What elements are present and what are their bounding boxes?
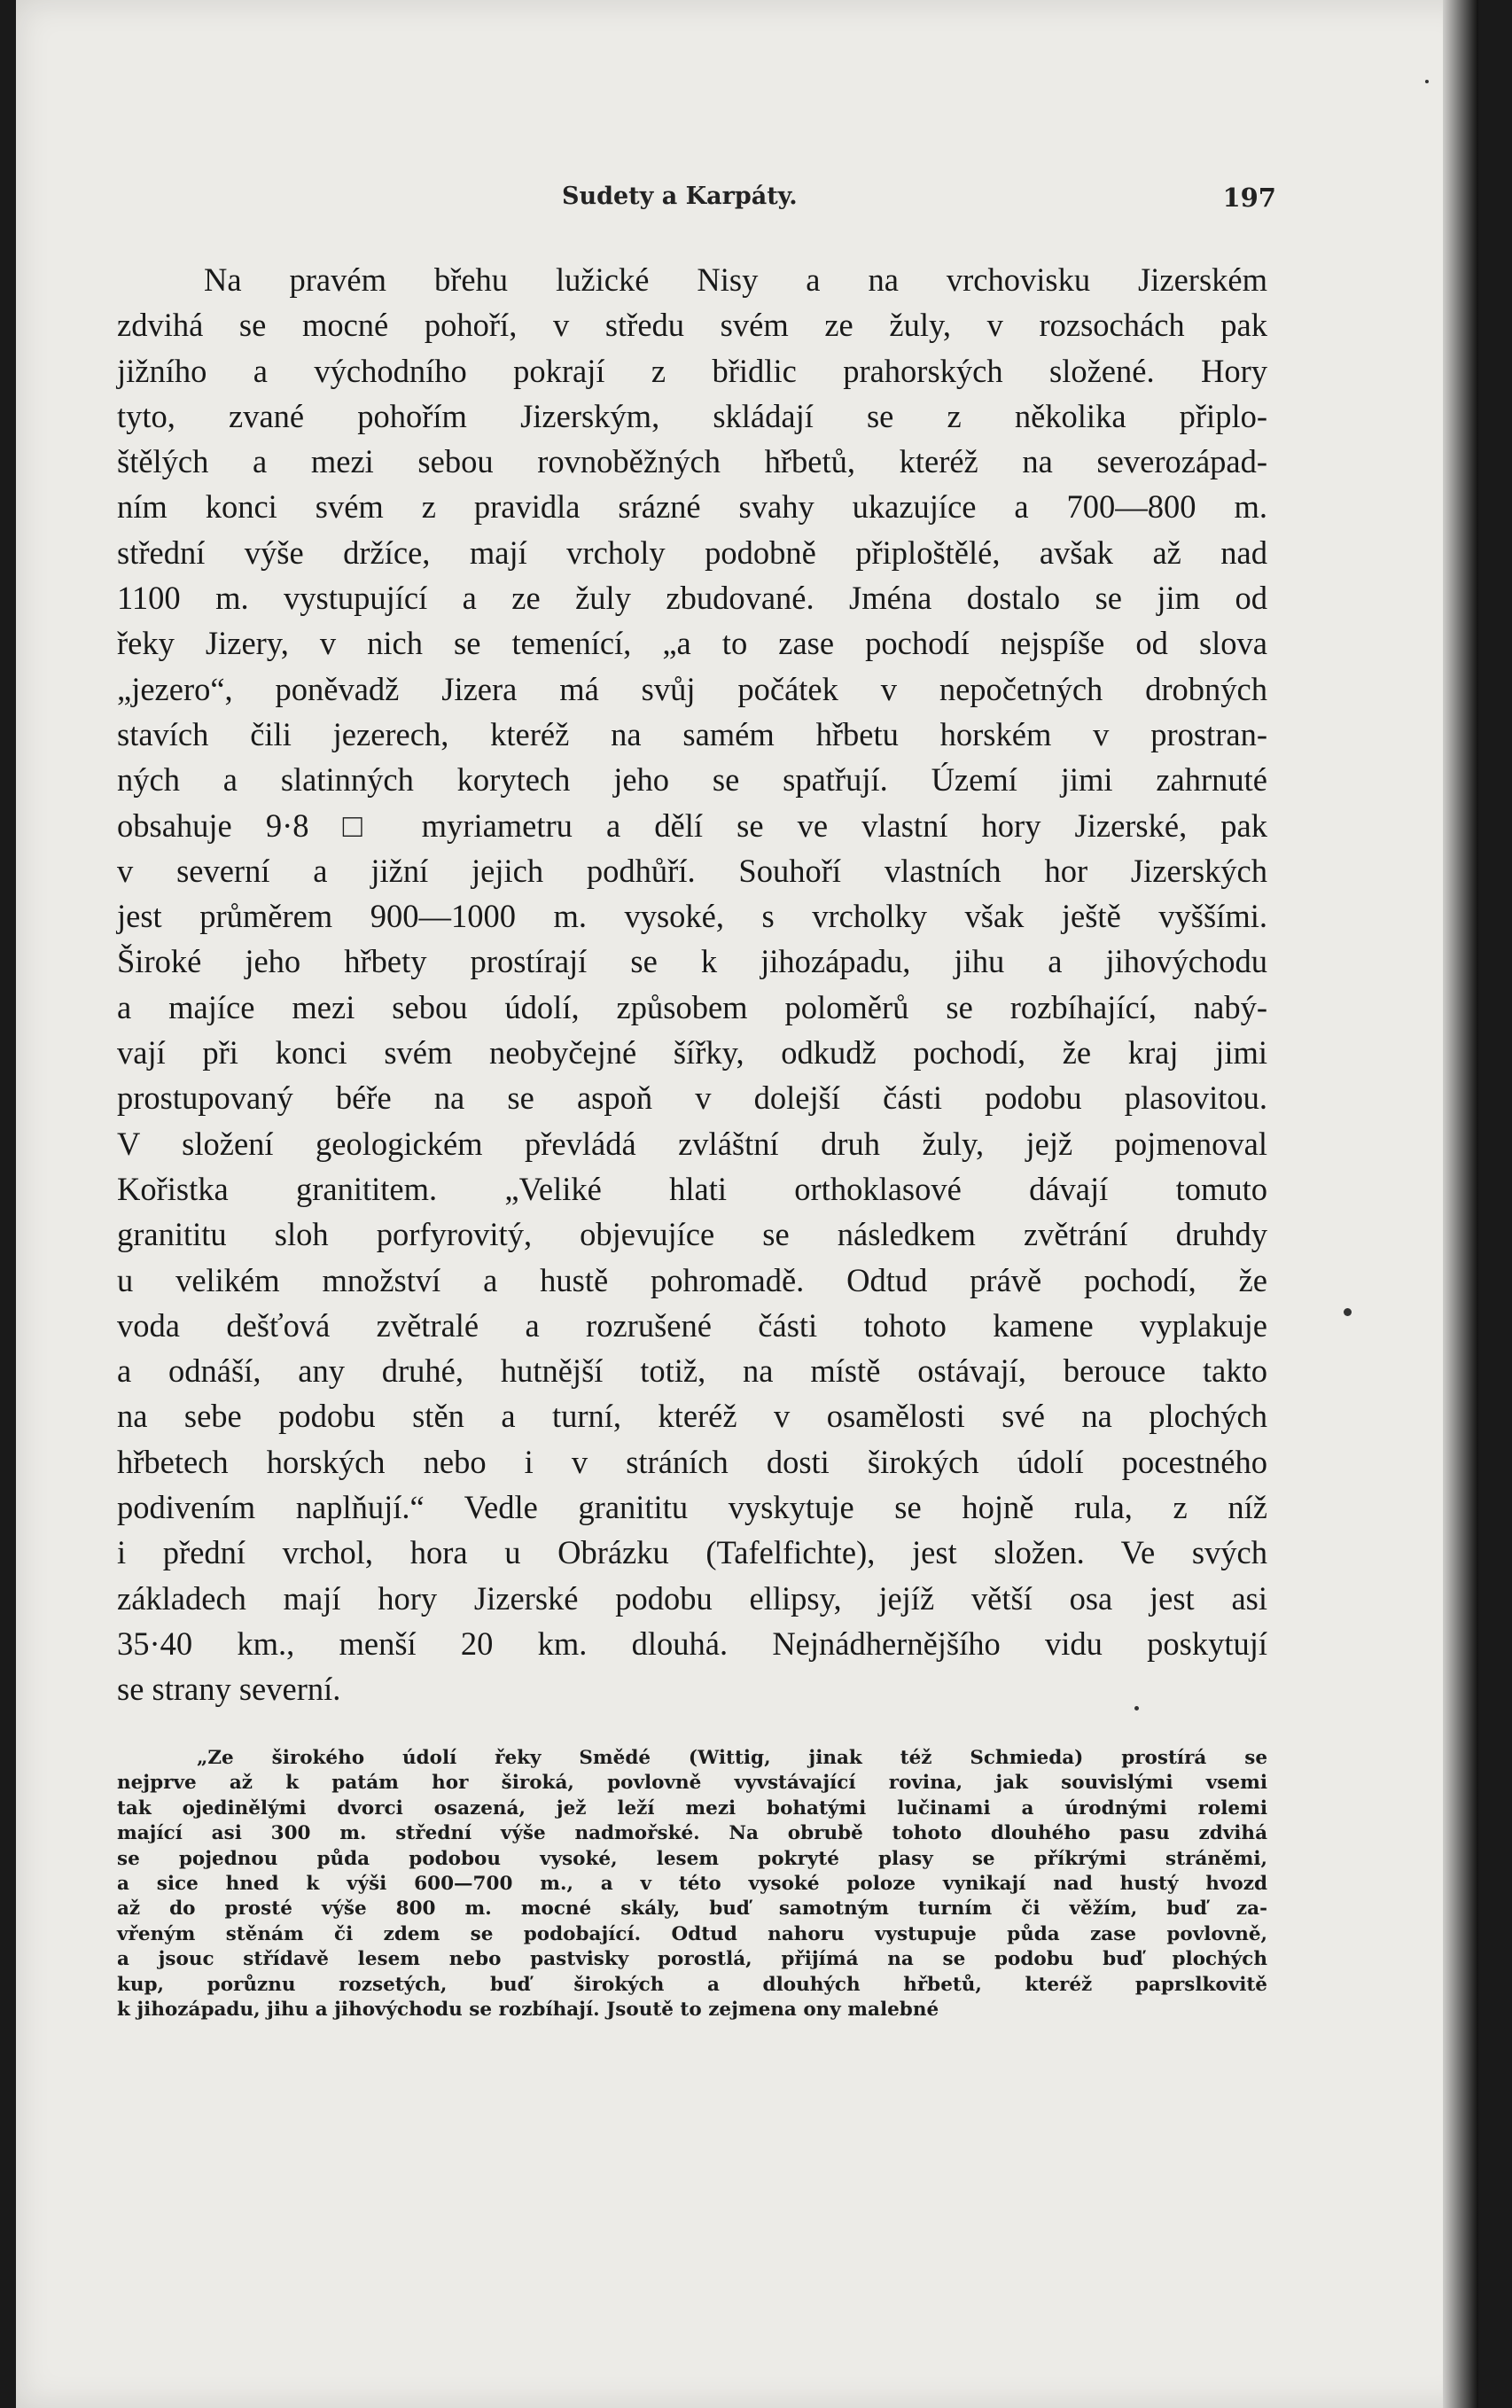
text-line: ním konci svém z pravidla srázné svahy ukazujíce a 700—800 m. (117, 488, 1267, 526)
text-line: základech mají hory Jizerské podobu ellipsy, jejíž větší osa jest asi (117, 1579, 1267, 1617)
text-line: u velikém množství a hustě pohromadě. Odtud právě pochodí, že (117, 1261, 1267, 1298)
text-line: střední výše držíce, mají vrcholy podobně připloštělé, avšak až nad (117, 534, 1267, 571)
text-line: hřbetech horských nebo i v stráních dosti širokých údolí pocestného (117, 1443, 1267, 1480)
footnote-line: a sice hned k výši 600—700 m., a v této vysoké poloze vynikají nad hustý hvozd (117, 1872, 1267, 1895)
footnote-line: se pojednou půda podobou vysoké, lesem pokryté plasy se příkrými stráněmi, (117, 1847, 1267, 1870)
text-line: a odnáší, any druhé, hutnější totiž, na místě ostávají, berouce takto (117, 1352, 1267, 1390)
text-line: podivením naplňují.“ Vedle granititu vyskytuje se hojně rula, z níž (117, 1489, 1267, 1526)
footnote-line: vřeným stěnám či zdem se podobající. Odtud nahoru vystupuje půda zase povlovně, (117, 1922, 1267, 1945)
scan-speck (1425, 80, 1429, 83)
page-edge-shadow (1443, 0, 1478, 2408)
page-header (562, 175, 1276, 218)
footnote-line: kup, porůznu rozsetých, buď širokých a dlouhých hřbetů, kteréž paprslkovitě (117, 1973, 1267, 1996)
running-head: Sudety a Karpáty. (562, 183, 798, 210)
text-line: tyto, zvané pohořím Jizerským, skládají se z několika připlo- (117, 397, 1267, 434)
text-line: a majíce mezi sebou údolí, způsobem poloměrů se rozbíhající, nabý- (117, 988, 1267, 1025)
text-line: ných a slatinných korytech jeho se spatřují. Území jimi zahrnuté (117, 761, 1267, 799)
text-line: vají při konci svém neobyčejné šířky, odkudž pochodí, že kraj jimi (117, 1034, 1267, 1072)
scan-speck (1344, 1308, 1352, 1316)
text-line: jest průměrem 900—1000 m. vysoké, s vrcholky však ještě vyššími. (117, 898, 1267, 935)
footnote-line: mající asi 300 m. střední výše nadmořské. Na obrubě tohoto dlouhého pasu zdvihá (117, 1822, 1267, 1845)
text-line: 35·40 km., menší 20 km. dlouhá. Nejnádhernějšího vidu poskytují (117, 1625, 1267, 1662)
text-line: Na pravém břehu lužické Nisy a na vrchovisku Jizerském (204, 261, 1267, 298)
text-line: obsahuje 9·8 □ myriametru a dělí se ve vlastní hory Jizerské, pak (117, 807, 1267, 844)
footnote-line: k jihozápadu, jihu a jihovýchodu se rozbíhají. Jsoutě to zejmena ony malebné (117, 1998, 939, 2021)
text-line: jižního a východního pokrají z břidlic prahorských složené. Hory (117, 352, 1267, 389)
text-line: voda dešťová zvětralé a rozrušené části tohoto kamene vyplakuje (117, 1306, 1267, 1344)
text-line: v severní a jižní jejich podhůří. Souhoří vlastních hor Jizerských (117, 852, 1267, 889)
text-line: zdvihá se mocné pohoří, v středu svém ze žuly, v rozsochách pak (117, 307, 1267, 344)
text-line: granititu sloh porfyrovitý, objevujíce se následkem zvětrání druhdy (117, 1216, 1267, 1253)
footnote-line: tak ojedinělými dvorci osazená, jež leží mezi bohatými lučinami a úrodnými rolemi (117, 1796, 1267, 1820)
page-number: 197 (1222, 183, 1276, 213)
text-line: V složení geologickém převládá zvláštní druh žuly, jejž pojmenoval (117, 1125, 1267, 1162)
text-line: stavích čili jezerech, kteréž na samém hřbetu horském v prostran- (117, 715, 1267, 752)
text-line: 1100 m. vystupující a ze žuly zbudované. Jména dostalo se jim od (117, 580, 1267, 617)
footnote-line: nejprve až k patám hor široká, povlovně vyvstávající rovina, jak souvislými vsemi (117, 1772, 1267, 1795)
scan-speck (1134, 1706, 1139, 1711)
footnote-line: až do prosté výše 800 m. mocné skály, buď samotným turním či věžím, buď za- (117, 1898, 1267, 1921)
footnote-paragraph (117, 1746, 1267, 2022)
body-paragraph (117, 257, 1267, 1712)
scanned-page (16, 0, 1478, 2408)
text-line: řeky Jizery, v nich se temenící, „a to zase pochodí nejspíše od slova (117, 625, 1267, 662)
text-line: i přední vrchol, hora u Obrázku (Tafelfichte), jest složen. Ve svých (117, 1534, 1267, 1571)
text-line: na sebe podobu stěn a turní, kteréž v osamělosti své na plochých (117, 1398, 1267, 1435)
text-line: prostupovaný béře na se aspoň v dolejší části podobu plasovitou. (117, 1079, 1267, 1117)
footnote-line: a jsouc střídavě lesem nebo pastvisky porostlá, přijímá na se podobu buď plochých (117, 1948, 1267, 1971)
text-line: „jezero“, poněvadž Jizera má svůj počátek v nepočetných drobných (117, 670, 1267, 707)
footnote-line: „Ze širokého údolí řeky Smědé (Wittig, jinak též Schmieda) prostírá se (197, 1747, 1267, 1769)
text-line: Široké jeho hřbety prostírají se k jihozápadu, jihu a jihovýchodu (117, 943, 1267, 980)
text-line: štělých a mezi sebou rovnoběžných hřbetů, kteréž na severozápad- (117, 443, 1267, 480)
text-line: Kořistka granititem. „Veliké hlati orthoklasové dávají tomuto (117, 1170, 1267, 1207)
text-line: se strany severní. (117, 1671, 341, 1708)
